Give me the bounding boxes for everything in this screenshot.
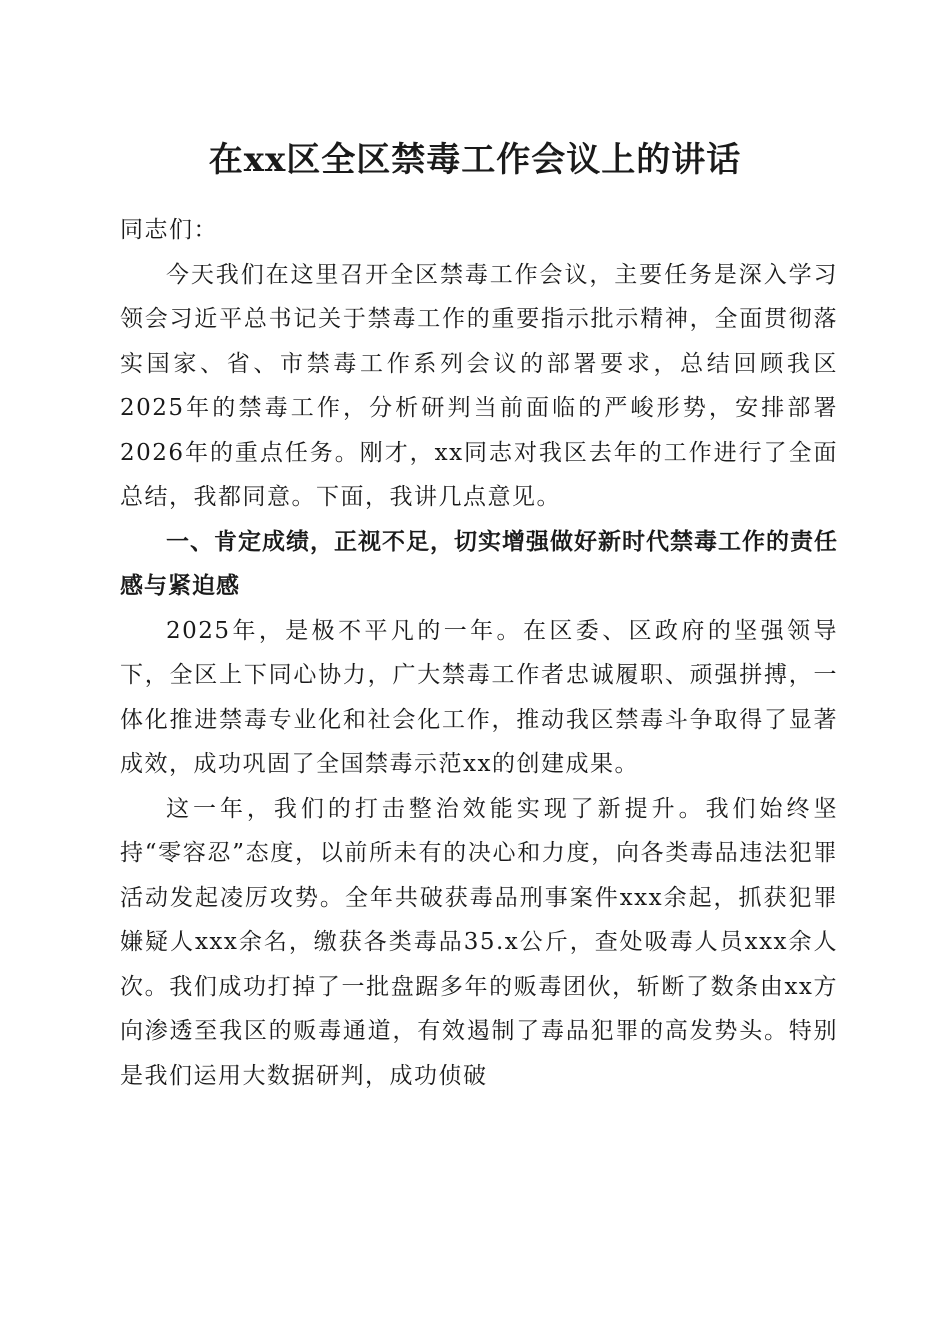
salutation: 同志们：	[120, 217, 218, 243]
document-title: 在xx区全区禁毒工作会议上的讲话	[208, 140, 742, 180]
document-body	[120, 208, 838, 1098]
paragraph-enforcement: 这一年，我们的打击整治效能实现了新提升。我们始终坚持“零容忍”态度，以前所未有的决心和力度，向各类毒品违法犯罪活动发起凌厉攻势。全年共破获毒品刑事案件xxx余起，抓获犯罪嫌疑人xxx余名，缴获各类毒品35.x公斤，查处吸毒人员xxx余人次。我们成功打掉了一批盘踞多年的贩毒团伙，斩断了数条由xx方向渗透至我区的贩毒通道，有效遏制了毒品犯罪的高发势头。特别是我们运用大数据研判，成功侦破	[120, 795, 838, 1089]
section-heading-1: 一、肯定成绩，正视不足，切实增强做好新时代禁毒工作的责任感与紧迫感	[120, 528, 838, 599]
paragraph-intro: 今天我们在这里召开全区禁毒工作会议，主要任务是深入学习领会习近平总书记关于禁毒工作的重要指示批示精神，全面贯彻落实国家、省、市禁毒工作系列会议的部署要求，总结回顾我区2025年的禁毒工作，分析研判当前面临的严峻形势，安排部署2026年的重点任务。刚才，xx同志对我区去年的工作进行了全面总结，我都同意。下面，我讲几点意见。	[120, 261, 838, 510]
paragraph-achievements: 2025年，是极不平凡的一年。在区委、区政府的坚强领导下，全区上下同心协力，广大禁毒工作者忠诚履职、顽强拼搏，一体化推进禁毒专业化和社会化工作，推动我区禁毒斗争取得了显著成效，成功巩固了全国禁毒示范xx的创建成果。	[120, 617, 838, 777]
